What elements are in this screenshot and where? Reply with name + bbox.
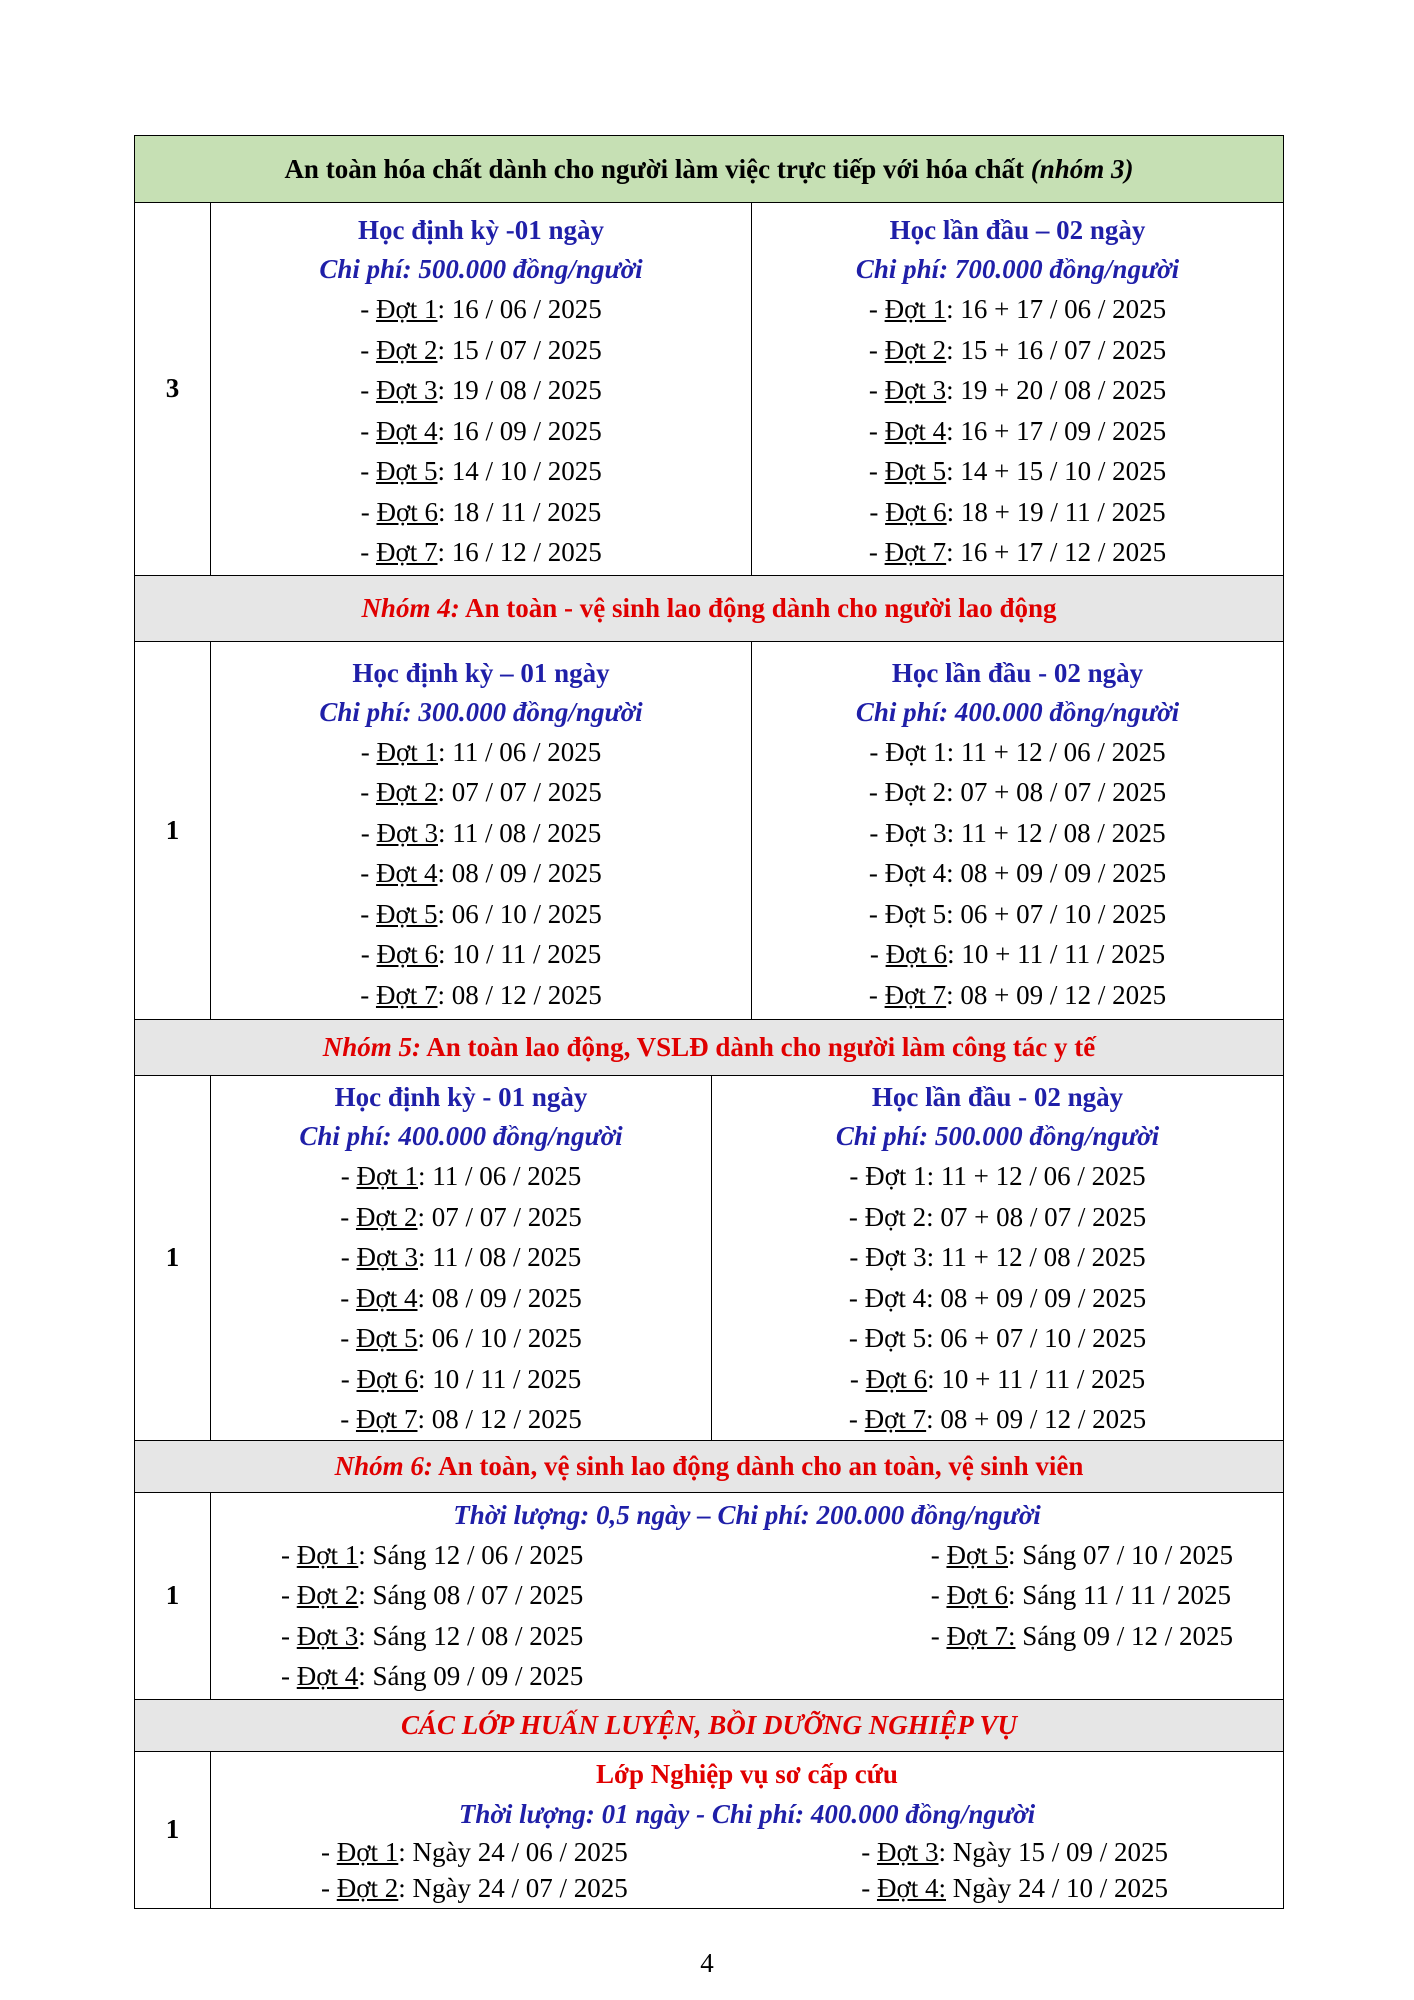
group5-content: [211, 1076, 1284, 1441]
session-label: Đợt 7: [375, 979, 438, 1010]
first-aid-right-sessions: [861, 1834, 1168, 1906]
group5-initial-column: [712, 1076, 1284, 1440]
session-date: : 19 / 08 / 2025: [437, 375, 602, 405]
group4-header-row: [135, 575, 1284, 641]
session-line: - Đợt 4: 16 / 09 / 2025: [360, 415, 602, 446]
group4-row: [135, 641, 1284, 1020]
session-line: - Đợt 6: Sáng 11 / 11 / 2025: [930, 1580, 1231, 1610]
session-date: : 19 + 20 / 08 / 2025: [946, 375, 1167, 405]
session-label: Đợt 5: [884, 898, 947, 929]
session-line: - Đợt 7: 08 / 12 / 2025: [360, 979, 602, 1010]
session-date: : 11 + 12 / 06 / 2025: [946, 736, 1166, 767]
session-label: Đợt 2: [884, 777, 947, 807]
session-line: - Đợt 5: 14 + 15 / 10 / 2025: [868, 456, 1167, 486]
group5-header: [135, 1020, 1284, 1076]
session-line: - Đợt 1: 16 + 17 / 06 / 2025: [868, 294, 1167, 324]
session-label: Đợt 1: [296, 1539, 359, 1570]
session-date: : 08 / 09 / 2025: [437, 858, 602, 888]
session-label: Đợt 3: [865, 1242, 927, 1272]
session-line: - Đợt 5: 06 / 10 / 2025: [360, 898, 602, 929]
first-aid-content: [211, 1751, 1284, 1908]
session-label: Đợt 2: [375, 777, 438, 807]
session-label: Đợt 5: [375, 456, 438, 486]
session-line: - Đợt 5: 06 + 07 / 10 / 2025: [868, 898, 1167, 929]
session-date: : 10 / 11 / 2025: [438, 939, 602, 969]
session-date: : 06 + 07 / 10 / 2025: [926, 1323, 1147, 1353]
session-label: Đợt 7: [355, 1404, 418, 1434]
session-date: : 08 + 09 / 12 / 2025: [946, 979, 1167, 1010]
session-label: Đợt 4:: [876, 1872, 946, 1903]
group3-header-row: [135, 136, 1284, 203]
session-label: Đợt 3: [876, 1836, 939, 1867]
session-label: Đợt 1: [885, 736, 947, 767]
session-line: - Đợt 6: 18 + 19 / 11 / 2025: [869, 496, 1166, 527]
group3-title-suffix: (nhóm 3): [1030, 153, 1134, 184]
session-label: Đợt 6: [356, 1363, 418, 1394]
session-date: : Sáng 07 / 10 / 2025: [1007, 1539, 1233, 1570]
session-line: - Đợt 1: 11 / 06 / 2025: [340, 1161, 582, 1191]
group6-content: [211, 1492, 1284, 1699]
session-label: Đợt 3: [376, 817, 438, 848]
session-date: Ngày 24 / 10 / 2025: [946, 1872, 1168, 1903]
session-date: : 15 + 16 / 07 / 2025: [946, 334, 1167, 365]
session-date: : Sáng 09 / 09 / 2025: [358, 1661, 584, 1691]
session-line: - Đợt 4: 08 + 09 / 09 / 2025: [868, 858, 1167, 888]
session-line: - Đợt 7: 16 / 12 / 2025: [360, 537, 602, 567]
session-label: Đợt 7: [864, 1404, 927, 1434]
session-date: : 08 + 09 / 12 / 2025: [926, 1404, 1147, 1434]
session-date: : 08 + 09 / 09 / 2025: [946, 858, 1167, 888]
session-label: Đợt 3: [884, 375, 947, 405]
session-label: Đợt 4: [375, 858, 438, 888]
session-label: Đợt 3: [296, 1620, 359, 1651]
first-aid-cost: Thời lượng: 01 ngày - Chi phí: 400.000 đồng/người: [458, 1798, 1036, 1829]
session-date: : 11 / 06 / 2025: [438, 736, 602, 767]
group5-initial-title: Học lần đầu - 02 ngày: [871, 1082, 1124, 1112]
session-label: Đợt 5: [375, 898, 438, 929]
group4-title: An toàn - vệ sinh lao động dành cho người lao động: [459, 592, 1057, 623]
session-line: - Đợt 1: 16 / 06 / 2025: [360, 294, 602, 324]
session-label: Đợt 4: [375, 415, 438, 446]
group6-sessions: [211, 1535, 1283, 1697]
group5-row: [135, 1076, 1284, 1441]
page-number: 4: [700, 1948, 714, 1978]
session-label: Đợt 6: [885, 939, 948, 969]
session-line: - Đợt 2: 07 / 07 / 2025: [340, 1201, 582, 1232]
group6-title: An toàn, vệ sinh lao động dành cho an toàn, vệ sinh viên: [432, 1450, 1084, 1481]
group3-title: An toàn hóa chất dành cho người làm việc trực tiếp với hóa chất: [284, 153, 1025, 184]
session-label: Đợt 4: [884, 415, 947, 446]
training-header-row: [135, 1699, 1284, 1751]
session-line: - Đợt 2: 15 + 16 / 07 / 2025: [868, 334, 1167, 365]
group3-periodic-cost: Chi phí: 500.000 đồng/người: [319, 254, 643, 284]
session-line: - Đợt 5: 06 / 10 / 2025: [340, 1323, 582, 1353]
group5-initial-cost: Chi phí: 500.000 đồng/người: [835, 1121, 1160, 1151]
group5-periodic-cost: Chi phí: 400.000 đồng/người: [299, 1121, 623, 1151]
group4-periodic-sessions: [211, 732, 751, 1016]
session-line: - Đợt 7: 08 / 12 / 2025: [340, 1404, 582, 1434]
session-date: : 14 + 15 / 10 / 2025: [946, 456, 1167, 486]
group4-row-number: 1: [135, 641, 211, 1020]
group5-initial-sessions: [712, 1156, 1283, 1440]
session-date: : 16 / 06 / 2025: [437, 294, 602, 324]
session-label: Đợt 1: [865, 1161, 927, 1191]
session-date: : Sáng 12 / 08 / 2025: [358, 1620, 584, 1651]
group6-prefix: Nhóm 6:: [334, 1450, 433, 1481]
group5-row-number: 1: [135, 1076, 211, 1441]
group3-periodic-sessions: [211, 289, 751, 573]
group6-right-sessions: [931, 1535, 1233, 1697]
session-date: : 16 + 17 / 06 / 2025: [946, 294, 1167, 324]
session-line: - Đợt 1: 11 + 12 / 06 / 2025: [849, 1161, 1146, 1191]
session-label: Đợt 4: [864, 1282, 927, 1313]
session-line: - Đợt 3: 11 + 12 / 08 / 2025: [869, 817, 1166, 848]
session-label: Đợt 7: [375, 537, 438, 567]
group5-prefix: Nhóm 5:: [322, 1032, 421, 1062]
session-label: Đợt 4: [296, 1661, 359, 1691]
session-date: : 07 + 08 / 07 / 2025: [946, 777, 1167, 807]
session-date: : 15 / 07 / 2025: [437, 334, 602, 365]
group5-periodic-title: Học định kỳ - 01 ngày: [334, 1082, 588, 1112]
group6-cost: Thời lượng: 0,5 ngày – Chi phí: 200.000 đồng/người: [453, 1499, 1041, 1530]
session-label: Đợt 1: [336, 1836, 399, 1867]
group3-row: [135, 203, 1284, 576]
session-date: : 11 / 06 / 2025: [418, 1161, 582, 1191]
session-date: : 06 + 07 / 10 / 2025: [946, 898, 1167, 929]
session-line: - Đợt 1: Ngày 24 / 06 / 2025: [321, 1836, 628, 1867]
group4-initial-title: Học lần đầu - 02 ngày: [891, 657, 1144, 688]
session-label: Đợt 4: [355, 1282, 418, 1313]
session-date: : Sáng 12 / 06 / 2025: [358, 1539, 584, 1570]
session-date: : Ngày 24 / 06 / 2025: [398, 1836, 628, 1867]
group4-initial-column: [752, 642, 1284, 1020]
session-line: - Đợt 4: Sáng 09 / 09 / 2025: [281, 1661, 584, 1691]
session-date: : 11 / 08 / 2025: [418, 1242, 582, 1272]
session-label: Đợt 2: [375, 334, 438, 365]
session-date: Sáng 09 / 12 / 2025: [1015, 1620, 1233, 1651]
session-line: - Đợt 5: 06 + 07 / 10 / 2025: [848, 1323, 1147, 1353]
training-header: CÁC LỚP HUẤN LUYỆN, BỒI DƯỠNG NGHIỆP VỤ: [135, 1699, 1284, 1751]
first-aid-title: Lớp Nghiệp vụ sơ cấp cứu: [596, 1758, 898, 1789]
session-line: - Đợt 6: 10 / 11 / 2025: [340, 1363, 582, 1394]
session-label: Đợt 2: [864, 1201, 927, 1232]
group3-periodic-title: Học định kỳ -01 ngày: [357, 215, 605, 245]
session-line: - Đợt 3: 19 / 08 / 2025: [360, 375, 602, 405]
session-line: - Đợt 1: 11 + 12 / 06 / 2025: [869, 736, 1166, 767]
session-label: Đợt 5: [355, 1323, 418, 1353]
session-line: - Đợt 3: 11 / 08 / 2025: [360, 817, 602, 848]
session-date: : 16 + 17 / 09 / 2025: [946, 415, 1167, 446]
session-date: : Sáng 11 / 11 / 2025: [1007, 1580, 1231, 1610]
group3-initial-sessions: [752, 289, 1283, 573]
session-date: : 10 / 11 / 2025: [418, 1363, 582, 1394]
session-line: - Đợt 4: 08 / 09 / 2025: [340, 1282, 582, 1313]
session-line: - Đợt 6: 10 + 11 / 11 / 2025: [849, 1363, 1146, 1394]
session-label: Đợt 6: [885, 496, 947, 527]
group4-initial-sessions: [752, 732, 1283, 1016]
session-line: - Đợt 3: 11 + 12 / 08 / 2025: [849, 1242, 1146, 1272]
session-date: : Sáng 08 / 07 / 2025: [358, 1580, 584, 1610]
session-label: Đợt 7: [884, 979, 947, 1010]
group6-header-row: [135, 1440, 1284, 1492]
session-line: - Đợt 5: Sáng 07 / 10 / 2025: [930, 1539, 1233, 1570]
group3-initial-title: Học lần đầu – 02 ngày: [889, 215, 1146, 245]
session-date: : 18 + 19 / 11 / 2025: [946, 496, 1166, 527]
session-date: : 14 / 10 / 2025: [437, 456, 602, 486]
session-date: : 07 + 08 / 07 / 2025: [926, 1201, 1147, 1232]
session-line: - Đợt 7: Sáng 09 / 12 / 2025: [930, 1620, 1233, 1651]
session-line: - Đợt 2: Sáng 08 / 07 / 2025: [281, 1580, 584, 1610]
group6-row-number: 1: [135, 1492, 211, 1699]
session-date: : 06 / 10 / 2025: [417, 1323, 582, 1353]
first-aid-sessions: [211, 1834, 1283, 1906]
session-date: : 08 + 09 / 09 / 2025: [926, 1282, 1147, 1313]
group4-periodic-title: Học định kỳ – 01 ngày: [352, 657, 610, 688]
session-label: Đợt 6: [946, 1580, 1008, 1610]
session-line: - Đợt 4: 08 / 09 / 2025: [360, 858, 602, 888]
session-line: - Đợt 6: 10 + 11 / 11 / 2025: [869, 939, 1166, 969]
group3-periodic-column: [211, 203, 752, 575]
session-label: Đợt 6: [865, 1363, 928, 1394]
session-date: : 07 / 07 / 2025: [437, 777, 602, 807]
group5-title: An toàn lao động, VSLĐ dành cho người làm công tác y tế: [421, 1032, 1096, 1062]
group3-header: [135, 136, 1284, 203]
session-date: : 16 / 09 / 2025: [437, 415, 602, 446]
session-label: Đợt 7:: [946, 1620, 1016, 1651]
group6-header: [135, 1440, 1284, 1492]
group3-content: [211, 203, 1284, 576]
group4-initial-cost: Chi phí: 400.000 đồng/người: [855, 696, 1180, 727]
session-label: Đợt 3: [885, 817, 947, 848]
session-label: Đợt 5: [884, 456, 947, 486]
session-line: - Đợt 2: 07 + 08 / 07 / 2025: [848, 1201, 1147, 1232]
group3-row-number: 3: [135, 203, 211, 576]
session-date: : 10 + 11 / 11 / 2025: [947, 939, 1166, 969]
session-line: - Đợt 3: 19 + 20 / 08 / 2025: [868, 375, 1167, 405]
session-label: Đợt 1: [884, 294, 947, 324]
session-label: Đợt 1: [356, 1161, 418, 1191]
session-line: - Đợt 3: Ngày 15 / 09 / 2025: [861, 1836, 1168, 1867]
session-label: Đợt 1: [375, 294, 438, 324]
session-label: Đợt 2: [296, 1580, 359, 1610]
group4-periodic-cost: Chi phí: 300.000 đồng/người: [319, 696, 643, 727]
session-line: - Đợt 7: 16 + 17 / 12 / 2025: [868, 537, 1167, 567]
session-date: : 10 + 11 / 11 / 2025: [927, 1363, 1146, 1394]
session-line: - Đợt 4: Ngày 24 / 10 / 2025: [861, 1872, 1168, 1903]
group4-periodic-column: [211, 642, 752, 1020]
session-line: - Đợt 3: Sáng 12 / 08 / 2025: [281, 1620, 584, 1651]
session-label: Đợt 6: [376, 939, 438, 969]
session-label: Đợt 2: [355, 1201, 418, 1232]
session-date: : 16 + 17 / 12 / 2025: [946, 537, 1167, 567]
first-aid-row-number: 1: [135, 1751, 211, 1908]
session-date: : 16 / 12 / 2025: [437, 537, 602, 567]
session-line: - Đợt 5: 14 / 10 / 2025: [360, 456, 602, 486]
session-date: : 11 + 12 / 08 / 2025: [926, 1242, 1146, 1272]
session-date: : Ngày 24 / 07 / 2025: [398, 1872, 628, 1903]
session-line: - Đợt 7: 08 + 09 / 12 / 2025: [848, 1404, 1147, 1434]
session-line: - Đợt 1: 11 / 06 / 2025: [360, 736, 602, 767]
session-date: : 08 / 12 / 2025: [437, 979, 602, 1010]
session-label: Đợt 7: [884, 537, 947, 567]
session-line: - Đợt 3: 11 / 08 / 2025: [340, 1242, 582, 1272]
session-label: Đợt 2: [336, 1872, 399, 1903]
session-label: Đợt 1: [376, 736, 438, 767]
session-line: - Đợt 2: 07 + 08 / 07 / 2025: [868, 777, 1167, 807]
session-label: Đợt 2: [884, 334, 947, 365]
schedule-table: [134, 135, 1284, 1909]
first-aid-row: [135, 1751, 1284, 1908]
session-date: : 18 / 11 / 2025: [438, 496, 602, 527]
group6-row: [135, 1492, 1284, 1699]
group6-left-sessions: [281, 1535, 583, 1697]
group3-initial-column: [752, 203, 1284, 575]
session-date: : 08 / 09 / 2025: [417, 1282, 582, 1313]
session-line: - Đợt 2: 07 / 07 / 2025: [360, 777, 602, 807]
session-line: - Đợt 2: Ngày 24 / 07 / 2025: [321, 1872, 628, 1903]
session-label: Đợt 3: [375, 375, 438, 405]
session-date: : 08 / 12 / 2025: [417, 1404, 582, 1434]
session-label: Đợt 5: [864, 1323, 927, 1353]
session-label: Đợt 4: [884, 858, 947, 888]
group4-content: [211, 641, 1284, 1020]
session-label: Đợt 6: [376, 496, 438, 527]
group4-prefix: Nhóm 4:: [361, 592, 460, 623]
session-line: - Đợt 1: Sáng 12 / 06 / 2025: [281, 1539, 584, 1570]
group5-header-row: [135, 1020, 1284, 1076]
session-line: - Đợt 2: 15 / 07 / 2025: [360, 334, 602, 365]
session-line: - Đợt 4: 16 + 17 / 09 / 2025: [868, 415, 1167, 446]
session-date: : 11 + 12 / 06 / 2025: [926, 1161, 1146, 1191]
group4-header: [135, 575, 1284, 641]
group5-periodic-sessions: [211, 1156, 711, 1440]
session-line: - Đợt 6: 18 / 11 / 2025: [360, 496, 602, 527]
session-date: : 06 / 10 / 2025: [437, 898, 602, 929]
group5-periodic-column: [211, 1076, 712, 1440]
session-date: : 11 + 12 / 08 / 2025: [946, 817, 1166, 848]
group3-initial-cost: Chi phí: 700.000 đồng/người: [855, 254, 1180, 284]
session-date: : 07 / 07 / 2025: [417, 1201, 582, 1232]
session-line: - Đợt 7: 08 + 09 / 12 / 2025: [868, 979, 1167, 1010]
session-label: Đợt 5: [946, 1539, 1008, 1570]
session-line: - Đợt 4: 08 + 09 / 09 / 2025: [848, 1282, 1147, 1313]
session-label: Đợt 3: [356, 1242, 418, 1272]
session-date: : Ngày 15 / 09 / 2025: [938, 1836, 1168, 1867]
session-date: : 11 / 08 / 2025: [438, 817, 602, 848]
session-line: - Đợt 6: 10 / 11 / 2025: [360, 939, 602, 969]
first-aid-left-sessions: [321, 1834, 628, 1906]
